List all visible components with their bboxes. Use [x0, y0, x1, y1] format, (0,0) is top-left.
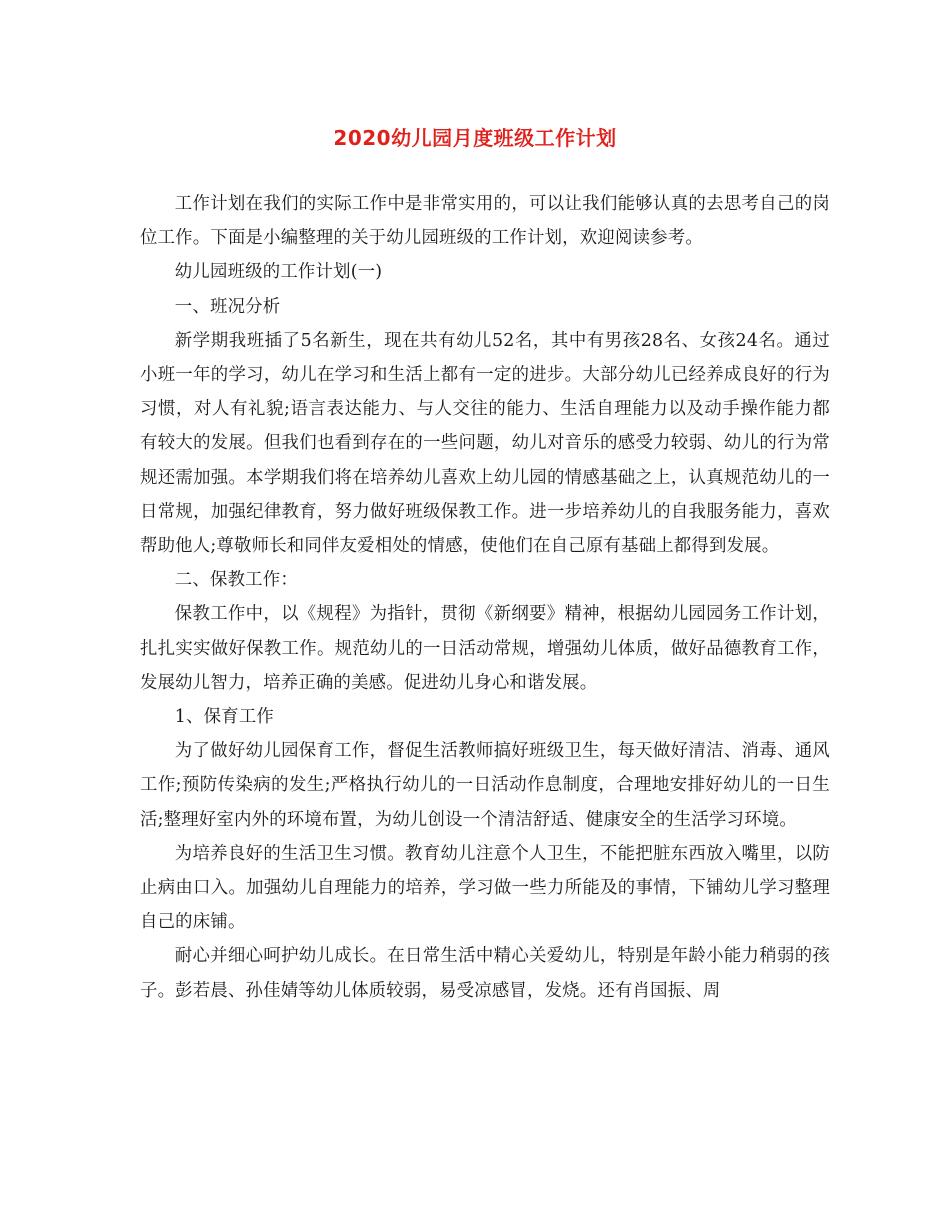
paragraph-childcare-body-1: 为了做好幼儿园保育工作，督促生活教师搞好班级卫生，每天做好清洁、消毒、通风工作;预防传染病的发生;严格执行幼儿的一日活动作息制度，合理地安排好幼儿的一日生活;整理好室内外的环境布置，为幼儿创设一个清洁舒适、健康安全的生活学习环境。 — [140, 741, 830, 830]
paragraph-subsection-childcare: 1、保育工作 — [174, 707, 275, 728]
document-body — [140, 187, 830, 1008]
paragraph-class-analysis-body: 新学期我班插了5名新生，现在共有幼儿52名，其中有男孩28名、女孩24名。通过小班一年的学习，幼儿在学习和生活上都有一定的进步。大部分幼儿已经养成良好的行为习惯，对人有礼貌;语言表达能力、与人交往的能力、生活自理能力以及动手操作能力都有较大的发展。但我们也看到存在的一些问题，幼儿对音乐的感受力较弱、幼儿的行为常规还需加强。本学期我们将在培养幼儿喜欢上幼儿园的情感基础之上，认真规范幼儿的一日常规，加强纪律教育，努力做好班级保教工作。进一步培养幼儿的自我服务能力，喜欢帮助他人;尊敬师长和同伴友爱相处的情感，使他们在自己原有基础上都得到发展。 — [140, 330, 830, 557]
paragraph-care-education-body: 保教工作中，以《规程》为指针，贯彻《新纲要》精神，根据幼儿园园务工作计划，扎扎实实做好保教工作。规范幼儿的一日活动常规，增强幼儿体质，做好品德教育工作，发展幼儿智力，培养正确的美感。促进幼儿身心和谐发展。 — [140, 604, 830, 693]
paragraph-section-class-analysis: 一、班况分析 — [174, 296, 281, 317]
paragraph-childcare-body-2: 为培养良好的生活卫生习惯。教育幼儿注意个人卫生，不能把脏东西放入嘴里，以防止病由口入。加强幼儿自理能力的培养，学习做一些力所能及的事情，下铺幼儿学习整理自己的床铺。 — [140, 843, 830, 933]
paragraph-section-care-education: 二、保教工作： — [174, 570, 298, 591]
paragraph-intro: 工作计划在我们的实际工作中是非常实用的，可以让我们能够认真的去思考自己的岗位工作。下面是小编整理的关于幼儿园班级的工作计划，欢迎阅读参考。 — [140, 194, 830, 249]
document-title: 2020幼儿园月度班级工作计划 — [333, 126, 617, 150]
paragraph-plan-heading: 幼儿园班级的工作计划(一) — [174, 262, 383, 283]
paragraph-childcare-body-3: 耐心并细心呵护幼儿成长。在日常生活中精心关爱幼儿，特别是年龄小能力稍弱的孩子。彭若晨、孙佳婧等幼儿体质较弱，易受凉感冒，发烧。还有肖国振、周 — [140, 946, 830, 1001]
